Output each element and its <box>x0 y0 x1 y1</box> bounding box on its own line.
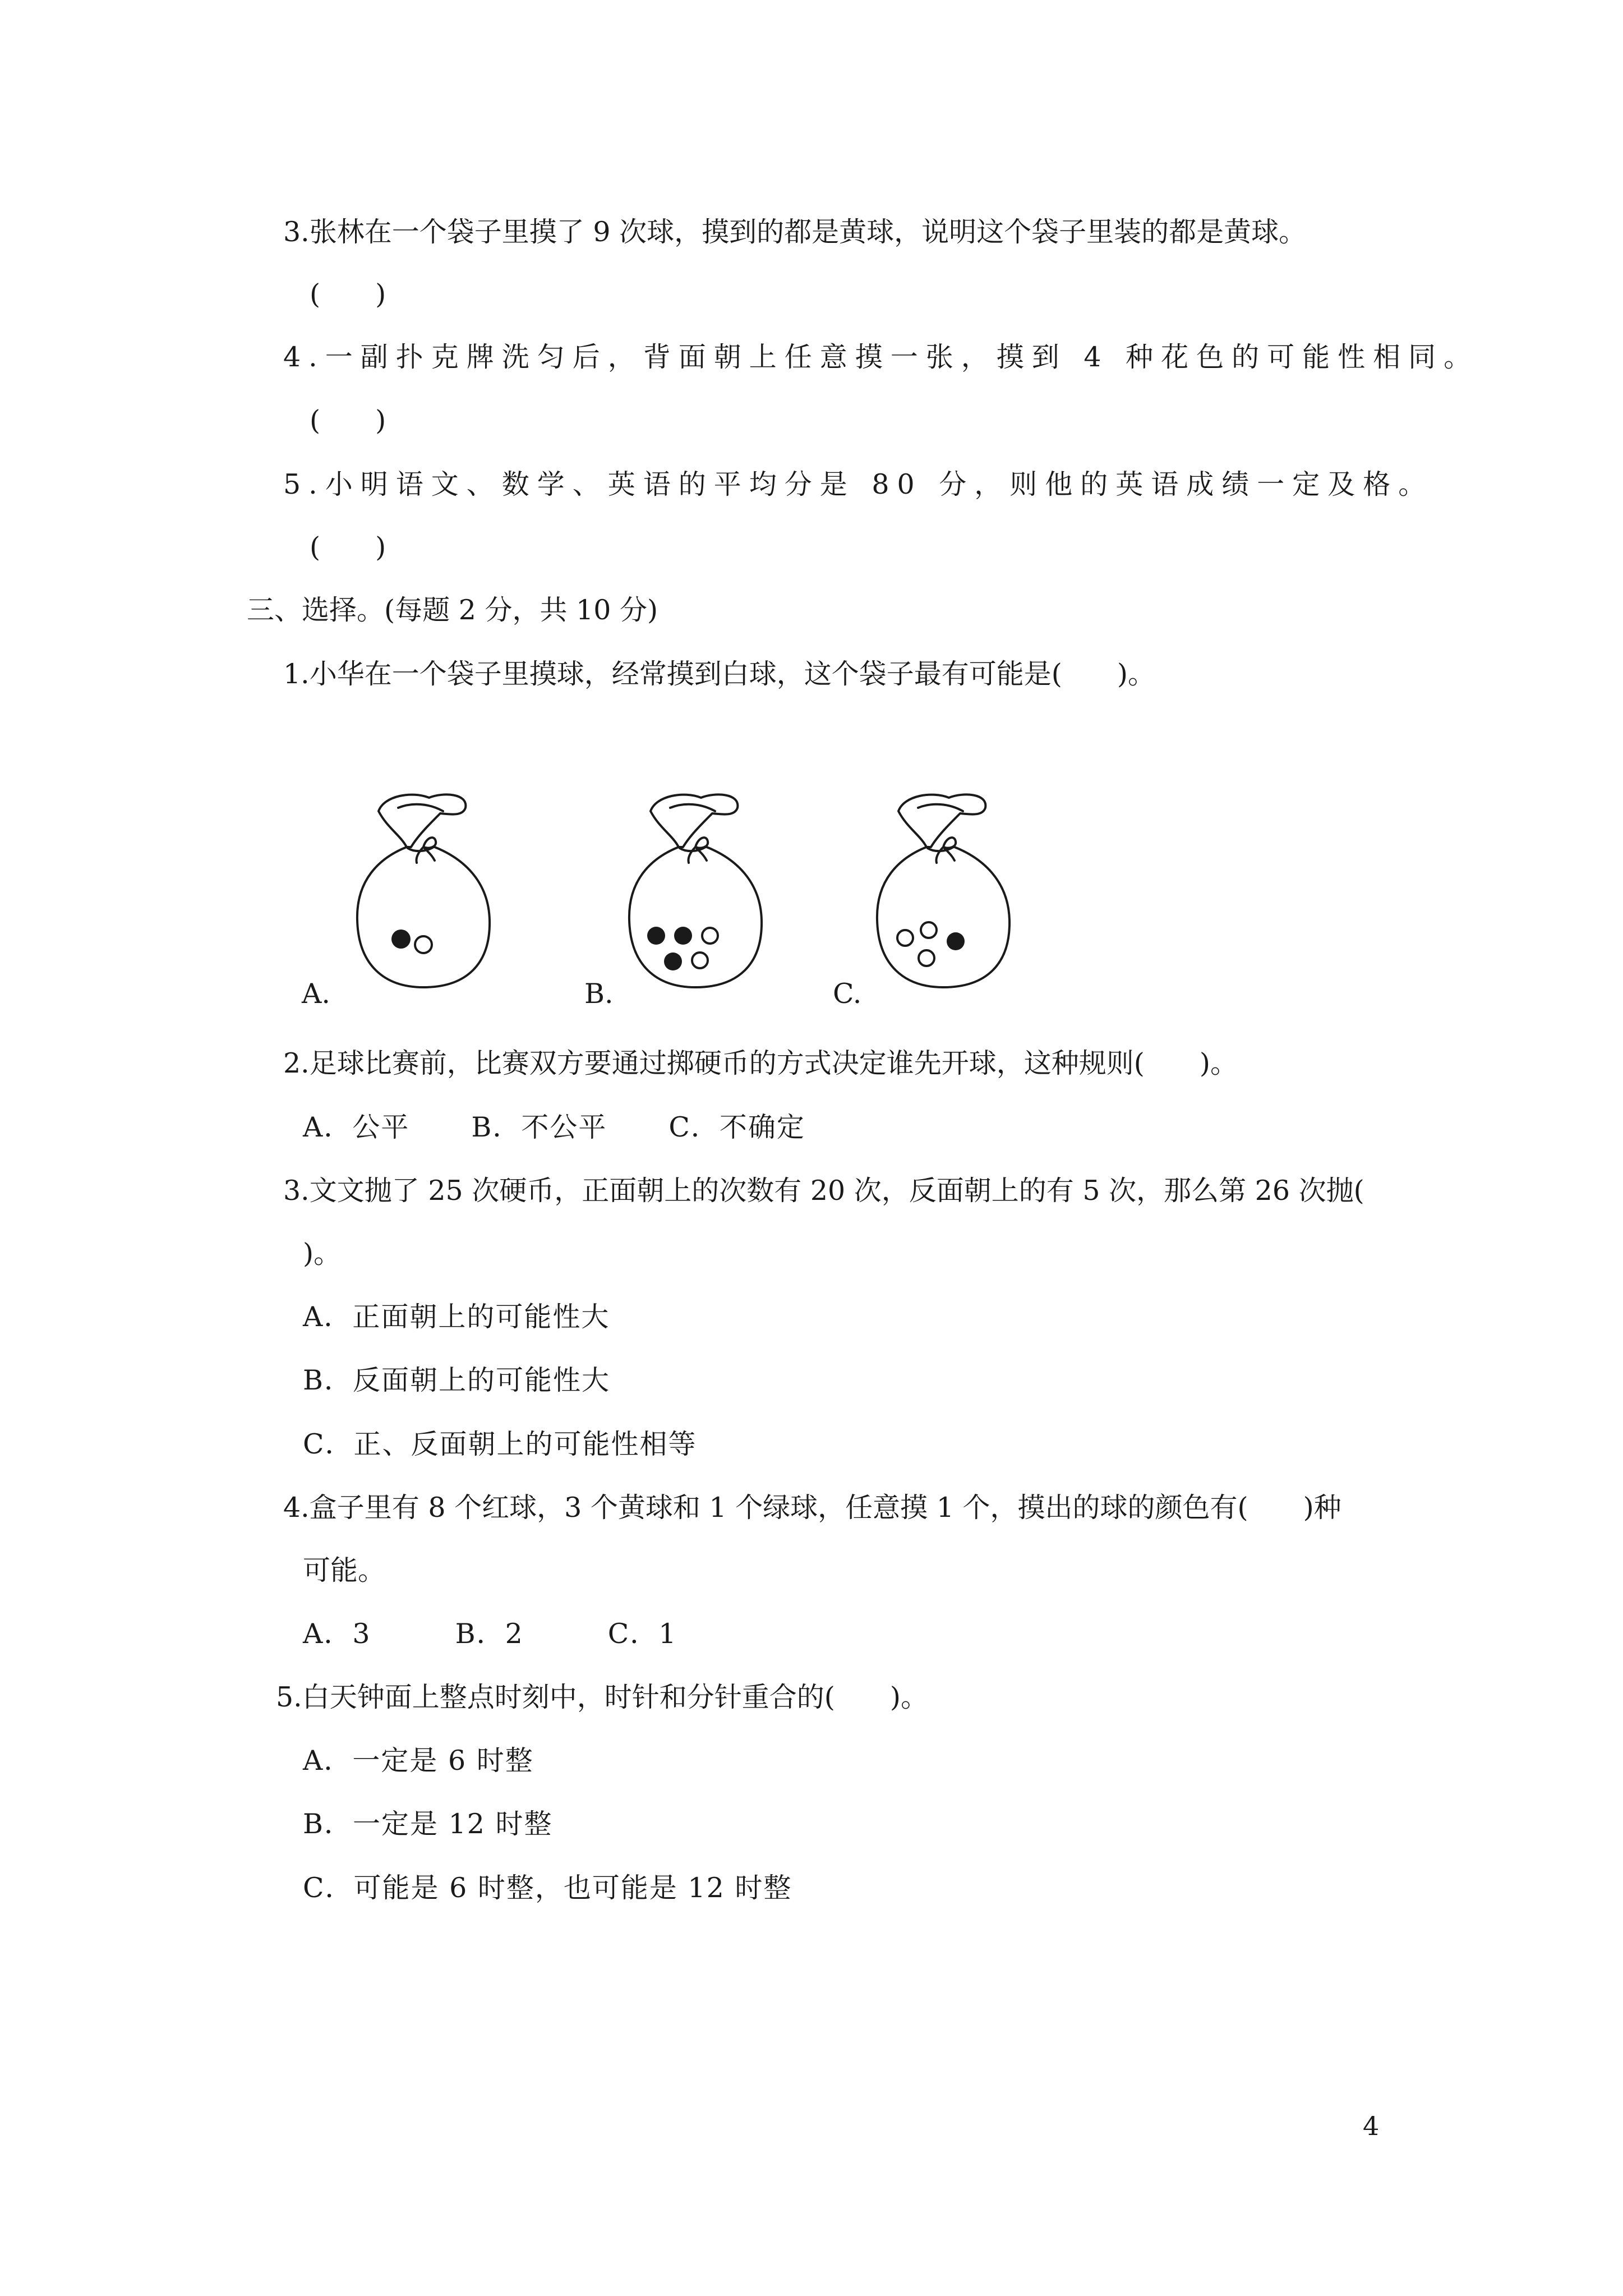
choice-q5-option-c[interactable]: C．可能是 6 时整，也可能是 12 时整 <box>303 1872 792 1904</box>
choice-q2-option-b[interactable]: B．不公平 <box>471 1111 607 1143</box>
choice-q5-text: 5.白天钟面上整点时刻中，时针和分针重合的( )。 <box>276 1681 928 1713</box>
bag-c-label[interactable]: C. <box>833 978 862 1010</box>
choice-q3-option-c[interactable]: C．正、反面朝上的可能性相等 <box>303 1428 697 1460</box>
judge-q5-blank[interactable]: ( ) <box>310 531 386 563</box>
choice-q3-text-cont: )。 <box>303 1237 342 1269</box>
judge-q3-blank[interactable]: ( ) <box>310 278 386 310</box>
bag-b-label[interactable]: B. <box>584 978 614 1010</box>
choice-q5-option-a[interactable]: A．一定是 6 时整 <box>303 1745 534 1777</box>
choice-q3-text: 3.文文抛了 25 次硬币，正面朝上的次数有 20 次，反面朝上的有 5 次，那么第 26 次抛( <box>283 1175 1364 1207</box>
judge-q4-blank[interactable]: ( ) <box>310 404 386 436</box>
page-number: 4 <box>1363 2111 1380 2141</box>
bag-c-image <box>865 791 1022 1004</box>
bag-a-label[interactable]: A. <box>302 978 330 1010</box>
judge-q5-text: 5.小明语文、数学、英语的平均分是 80 分，则他的英语成绩一定及格。 <box>283 468 1434 500</box>
choice-q4-text-cont: 可能。 <box>303 1554 386 1586</box>
choice-q5-option-b[interactable]: B．一定是 12 时整 <box>303 1808 553 1840</box>
judge-q3-text: 3.张林在一个袋子里摸了 9 次球，摸到的都是黄球，说明这个袋子里装的都是黄球。 <box>283 216 1307 248</box>
bag-a-image <box>345 791 502 1004</box>
choice-q4-options <box>303 1617 739 1651</box>
choice-q3-option-b[interactable]: B．反面朝上的可能性大 <box>303 1364 611 1396</box>
choice-q2-option-c[interactable]: C．不确定 <box>668 1111 805 1143</box>
section-heading: 三、选择。(每题 2 分，共 10 分) <box>247 594 658 626</box>
choice-q4-text: 4.盒子里有 8 个红球，3 个黄球和 1 个绿球，任意摸 1 个，摸出的球的颜色有( )种 <box>283 1492 1341 1524</box>
choice-q2-options <box>303 1111 867 1144</box>
choice-q1-text: 1.小华在一个袋子里摸球，经常摸到白球，这个袋子最有可能是( )。 <box>283 658 1155 690</box>
choice-q4-option-a[interactable]: A．3 <box>303 1618 371 1650</box>
choice-q4-option-c[interactable]: C．1 <box>607 1618 677 1650</box>
choice-q3-option-a[interactable]: A．正面朝上的可能性大 <box>303 1301 610 1333</box>
judge-q4-text: 4.一副扑克牌洗匀后，背面朝上任意摸一张，摸到 4 种花色的可能性相同。 <box>283 341 1479 373</box>
choice-q2-option-a[interactable]: A．公平 <box>303 1111 410 1143</box>
bag-b-image <box>617 791 774 1004</box>
choice-q4-option-b[interactable]: B．2 <box>455 1618 524 1650</box>
choice-q2-text: 2.足球比赛前，比赛双方要通过掷硬币的方式决定谁先开球，这种规则( )。 <box>283 1047 1238 1079</box>
